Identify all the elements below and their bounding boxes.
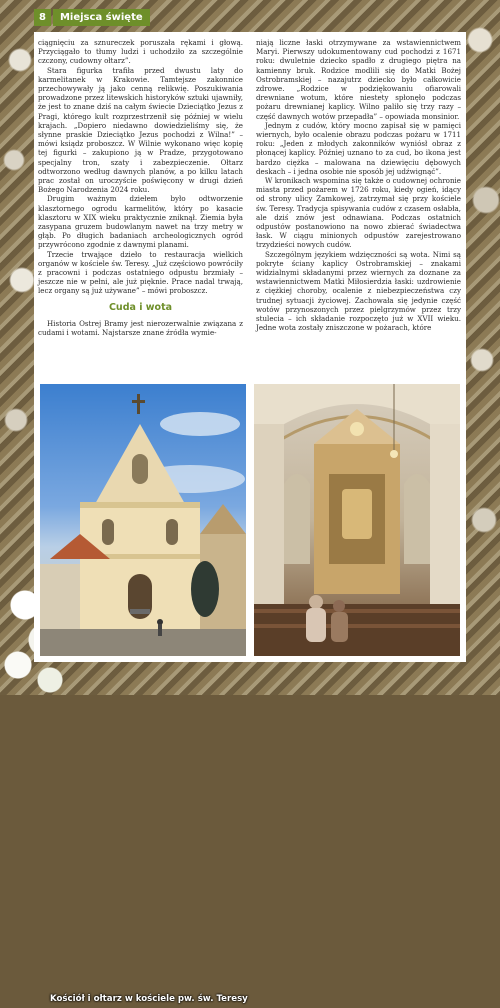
paragraph: ciągnięciu za sznureczek poruszała rękami i głową. Przyciągało to tłumy ludzi i uchodziło za szczególnie czczony, cudowny ołtarz”. <box>38 38 243 66</box>
church-facade-illustration <box>40 384 246 656</box>
article-sheet <box>34 32 466 1004</box>
section-title: Miejsca święte <box>53 9 150 26</box>
left-column <box>38 38 243 337</box>
photo-caption: Kościół i ołtarz w kościele pw. św. Teresy <box>50 994 248 1004</box>
paragraph: Jednym z cudów, który mocno zapisał się w pamięci wiernych, było ocalenie obrazu podczas pożaru w 1711 roku: „Jeden z młodych zakonników wyniósł obraz z płonącej kaplicy. Później uznano to za cud, bo ikona jest bardzo ciężka – malowana na dziewięciu dębowych deskach – i jedna osobie nie sposób jej udźwignąć”. <box>256 120 461 176</box>
paragraph: niają liczne łaski otrzymywane za wstawiennictwem Maryi. Pierwszy udokumentowany cud pochodzi z 1671 roku: dwuletnie dziecko spadło z drugiego piętra na kamienny bruk. Rodzice modlili się do Matki Bożej Ostrobramskiej – nazajutrz dziecko było całkowicie zdrowe. „Rodzice w podziękowaniu ofiarowali drewniane wotum, które niestety spłonęło podczas pożaru drewnianej kaplicy. Wilno paliło się trzy razy – część dawnych wotów przepadła” – opowiada monsinior. <box>256 38 461 121</box>
page-header <box>34 9 150 26</box>
paragraph: Historia Ostrej Bramy jest nierozerwalnie związana z cudami i wotami. Najstarsze znane źródła wymie- <box>38 318 243 338</box>
subheading: Cuda i wota <box>108 301 173 313</box>
paragraph: Trzecie trwające dzieło to restauracja wielkich organów w kościele św. Teresy. „Już częściowo powróciły z pracowni i podczas ostatniego odpustu brzmiały – jeszcze nie w pełni, ale już pięknie. Prace nadal trwają, lecz organy są już używane” – mówi proboszcz. <box>38 249 243 296</box>
church-interior-illustration <box>254 384 460 656</box>
page-number: 8 <box>34 9 51 26</box>
right-column <box>256 38 461 333</box>
church-interior-photo <box>254 384 460 656</box>
paragraph: Drugim ważnym dziełem było odtworzenie klasztornego ogrodu karmelitów, który po kasacie klasztoru w XIX wieku praktycznie zniknął. Ziemia była zasypana gruzem budowlanym nawet na trzy metry w głąb. Po długich badaniach archeologicznych ogród przywrócono zgodnie z dawnymi planami. <box>38 194 243 250</box>
paragraph: Szczególnym językiem wdzięczności są wota. Nimi są pokryte ściany kaplicy Ostrobramskiej – znakami widzialnymi składanymi przez wiernych za doznane za wstawiennictwem Matki Miłosierdzia łaski: uzdrowienie z ciężkiej choroby, ocalenie z niebezpieczeństwa czy trudnej sytuacji życiowej. Zachowała się jedynie część wotów przynoszonych przez pielgrzymów przez trzy stulecia – ich składanie rozpoczęto już w XVII wieku. Jedne wota zostały zniszczone w pożarach, które <box>256 249 461 333</box>
paragraph: Stara figurka trafiła przed dwustu laty do karmelitanek w Krakowie. Tamtejsze zakonnice przechowywały ją jako cenną relikwię. Poszukiwania prowadzone przez litewskich historyków sztuki ujawniły, że jest to znane dziś na całym świecie Dzieciątko Jezus z Pragi, którego kult rozprzestrzenił się później w wielu krajach. „Dopiero niedawno dowiedzieliśmy się, że słynne praskie Dzieciątko Jezus pochodzi z Wilna!” – mówi ksiądz proboszcz. W Wilnie wykonano więc kopię tej figurki – zakupiono ją w Pradze, przygotowano specjalny tron, szaty i zabezpieczenie. Ołtarz odtworzono według dawnych planów, a po kilku latach prac został on uroczyście poświęcony w drugi dzień Bożego Narodzenia 2024 roku. <box>38 65 243 195</box>
church-facade-photo <box>40 384 248 1004</box>
paragraph: W kronikach wspomina się także o cudownej ochronie miasta przed pożarem w 1726 roku, kiedy ogień, idący od strony ulicy Zamkowej, zatrzymał się przy kościele św. Teresy. Tradycja spisywania cudów z czasem osłabła, ale dziś znów jest odnawiana. Podczas ostatnich odpustów postanowiono na nowo zbierać świadectwa łask. W ciągu minionych odpustów zarejestrowano trzydzieści nowych cudów. <box>256 176 461 250</box>
